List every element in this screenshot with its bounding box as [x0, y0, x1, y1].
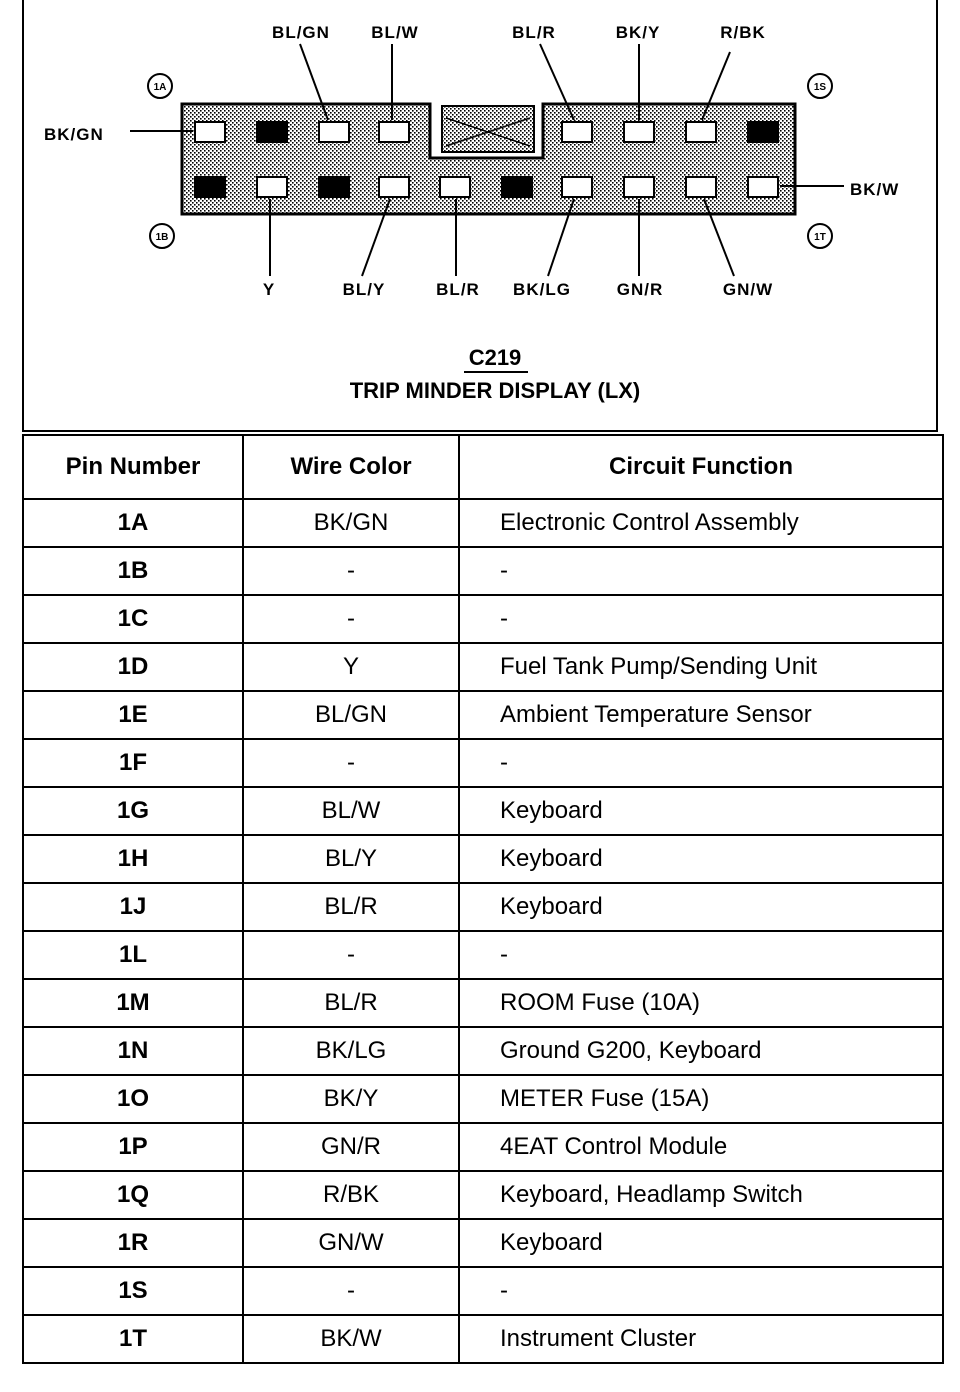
circuit-function-cell: Keyboard [459, 787, 943, 835]
wire-color-cell: BL/Y [243, 835, 459, 883]
terminal-1S [748, 122, 778, 142]
circuit-function-cell: Instrument Cluster [459, 1315, 943, 1363]
table-row [23, 1267, 943, 1315]
wire-color-cell: BK/GN [243, 499, 459, 547]
circuit-function-cell: Keyboard [459, 835, 943, 883]
wire-label-bottom: BL/Y [342, 280, 386, 299]
terminal-1D [257, 177, 287, 197]
circuit-function-cell: Keyboard [459, 1219, 943, 1267]
terminal-1F [319, 177, 349, 197]
wire-label-top: BK/Y [615, 23, 661, 42]
wire-color-cell: BL/GN [243, 691, 459, 739]
pin-number-cell: 1O [23, 1075, 243, 1123]
table-row [23, 883, 943, 931]
circuit-function-cell: Electronic Control Assembly [459, 499, 943, 547]
terminal-1A [195, 122, 225, 142]
wire-color-cell: - [243, 547, 459, 595]
table-row [23, 739, 943, 787]
terminal-1T [748, 177, 778, 197]
pin-badge-1T [808, 224, 832, 248]
wire-label-top: BL/GN [272, 23, 330, 42]
circuit-function-cell: - [459, 739, 943, 787]
circuit-function-cell: - [459, 547, 943, 595]
wire-color-cell: BK/LG [243, 1027, 459, 1075]
pin-number-cell: 1E [23, 691, 243, 739]
pin-number-cell: 1Q [23, 1171, 243, 1219]
wire-color-cell: - [243, 931, 459, 979]
table-row [23, 931, 943, 979]
wire-color-cell: - [243, 739, 459, 787]
circuit-function-cell: Ambient Temperature Sensor [459, 691, 943, 739]
wire-label-top: BL/W [371, 23, 419, 42]
wire-color-cell: GN/W [243, 1219, 459, 1267]
table-row [23, 1027, 943, 1075]
wire-label-bottom: Y [262, 280, 276, 299]
circuit-function-cell: - [459, 931, 943, 979]
terminal-1R [686, 177, 716, 197]
terminal-1H [379, 177, 409, 197]
wire-color-cell: GN/R [243, 1123, 459, 1171]
wire-label-right: BK/W [850, 180, 900, 199]
table-row [23, 1219, 943, 1267]
wire-label-top: BL/R [512, 23, 556, 42]
table-row [23, 691, 943, 739]
table-row [23, 499, 943, 547]
terminal-1P [624, 177, 654, 197]
pin-badge-1S [808, 74, 832, 98]
pin-number-cell: 1P [23, 1123, 243, 1171]
pin-number-cell: 1D [23, 643, 243, 691]
table-row [23, 1171, 943, 1219]
wire-color-cell: BK/W [243, 1315, 459, 1363]
connector-id: C219 [468, 345, 522, 370]
wire-label-top: R/BK [720, 23, 766, 42]
column-header-circuit-function: Circuit Function [459, 435, 943, 499]
terminal-1Q [686, 122, 716, 142]
circuit-function-cell: Ground G200, Keyboard [459, 1027, 943, 1075]
terminal-1M [562, 122, 592, 142]
pin-number-cell: 1M [23, 979, 243, 1027]
wire-color-cell: - [243, 1267, 459, 1315]
table-row [23, 547, 943, 595]
terminal-1C [195, 177, 225, 197]
circuit-function-cell: Keyboard [459, 883, 943, 931]
table-row [23, 1075, 943, 1123]
terminal-1E [319, 122, 349, 142]
table-row [23, 979, 943, 1027]
circuit-function-cell: Fuel Tank Pump/Sending Unit [459, 643, 943, 691]
pin-number-cell: 1C [23, 595, 243, 643]
circuit-function-cell: ROOM Fuse (10A) [459, 979, 943, 1027]
wire-color-cell: R/BK [243, 1171, 459, 1219]
pin-number-cell: 1R [23, 1219, 243, 1267]
wire-label-bottom: GN/R [616, 280, 664, 299]
table-row [23, 787, 943, 835]
pin-number-cell: 1G [23, 787, 243, 835]
connector-diagram [2, 0, 960, 432]
terminal-1L [502, 177, 532, 197]
circuit-function-cell: 4EAT Control Module [459, 1123, 943, 1171]
pin-number-cell: 1S [23, 1267, 243, 1315]
table-row [23, 1315, 943, 1363]
pin-number-cell: 1B [23, 547, 243, 595]
circuit-function-cell: - [459, 595, 943, 643]
pin-number-cell: 1L [23, 931, 243, 979]
table-header-row [23, 435, 943, 499]
connector-diagram-panel [22, 0, 938, 432]
wire-color-cell: BL/R [243, 883, 459, 931]
wire-label-bottom: GN/W [722, 280, 774, 299]
wire-color-cell: BL/W [243, 787, 459, 835]
terminal-1J [440, 177, 470, 197]
wire-color-cell: - [243, 595, 459, 643]
table-row [23, 643, 943, 691]
table-row [23, 595, 943, 643]
pin-number-cell: 1J [23, 883, 243, 931]
wire-color-cell: Y [243, 643, 459, 691]
pin-number-cell: 1H [23, 835, 243, 883]
pin-number-cell: 1N [23, 1027, 243, 1075]
terminal-1B [257, 122, 287, 142]
connector-keyway [442, 106, 534, 152]
terminal-1O [624, 122, 654, 142]
column-header-pin-number: Pin Number [23, 435, 243, 499]
table-row [23, 1123, 943, 1171]
wire-label-bottom: BK/LG [513, 280, 571, 299]
circuit-function-cell: METER Fuse (15A) [459, 1075, 943, 1123]
wire-color-cell: BL/R [243, 979, 459, 1027]
pin-badge-1A [148, 74, 172, 98]
svg-text:1B: 1B [155, 232, 169, 243]
pin-table [22, 434, 944, 1364]
circuit-function-cell: - [459, 1267, 943, 1315]
terminal-1G [379, 122, 409, 142]
terminal-1N [562, 177, 592, 197]
pin-number-cell: 1T [23, 1315, 243, 1363]
circuit-function-cell: Keyboard, Headlamp Switch [459, 1171, 943, 1219]
pin-number-cell: 1A [23, 499, 243, 547]
wire-color-cell: BK/Y [243, 1075, 459, 1123]
wire-label-bottom: BL/R [436, 280, 480, 299]
diagram-title: TRIP MINDER DISPLAY (LX) [349, 378, 641, 403]
svg-text:1A: 1A [153, 82, 167, 93]
wire-label-left: BK/GN [44, 125, 104, 144]
pin-number-cell: 1F [23, 739, 243, 787]
column-header-wire-color: Wire Color [243, 435, 459, 499]
pin-badge-1B [150, 224, 174, 248]
svg-text:1S: 1S [813, 82, 827, 93]
svg-text:1T: 1T [814, 232, 826, 243]
table-row [23, 835, 943, 883]
